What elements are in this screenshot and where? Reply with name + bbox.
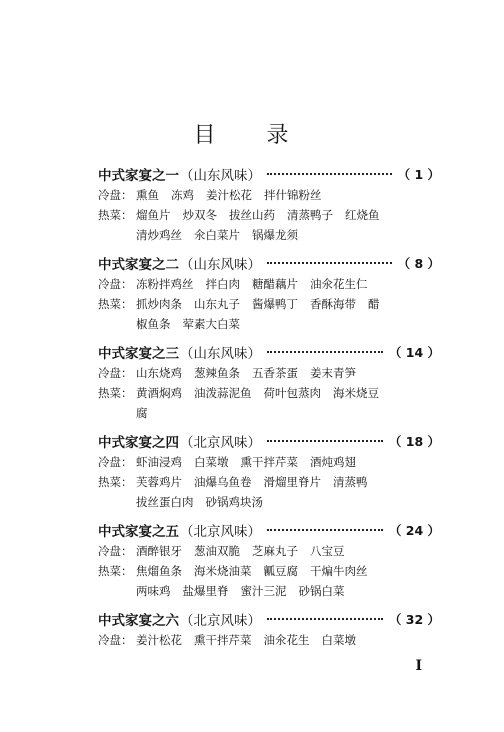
- dish-name: 熏干拌芹菜: [194, 633, 252, 647]
- dish-name: 冻粉拌鸡丝: [136, 277, 194, 291]
- page-ref: （ 14 ）: [388, 345, 440, 360]
- dish-name: 干煸牛肉丝: [310, 564, 368, 578]
- hot-dishes-continued: [98, 314, 440, 334]
- dish-name: 海米烧豆: [333, 386, 379, 400]
- dish-name: 山东丸子: [194, 297, 240, 311]
- hot-dishes-continued: [98, 225, 440, 245]
- dish-name: 拌什锦粉丝: [264, 188, 322, 202]
- dish-name: 蜜汁三泥: [240, 584, 287, 598]
- dish-name: 红烧鱼: [345, 208, 380, 222]
- cold-dishes-line: [98, 274, 440, 294]
- dish-name: 熘鱼片: [136, 208, 171, 222]
- dish-name: 五香茶蛋: [252, 366, 298, 380]
- dish-name: 酱爆鸭丁: [252, 297, 298, 311]
- page-ref: （ 24 ）: [388, 523, 440, 538]
- dish-name: 拔丝蛋白肉: [136, 495, 194, 509]
- cold-dishes-line: [98, 452, 440, 472]
- page-title: 目 录: [193, 123, 311, 148]
- toc-list: [98, 163, 440, 657]
- hot-dishes-line: [98, 294, 440, 314]
- cold-dishes-line: [98, 541, 440, 561]
- menu-region: （北京风味）: [180, 524, 261, 540]
- dish-name: 拔丝山药: [229, 208, 275, 222]
- dish-name: 氽白菜片: [194, 228, 240, 242]
- dish-name: 荤素大白菜: [182, 317, 240, 331]
- toc-entry: [98, 430, 440, 512]
- menu-region: （山东风味）: [180, 168, 261, 184]
- hot-dishes-continued: [98, 581, 440, 601]
- dish-name: 熏鱼: [136, 188, 159, 202]
- dish-name: 葱油双脆: [194, 544, 240, 558]
- dish-name: 酒醉银牙: [136, 544, 182, 558]
- toc-entry: [98, 252, 440, 334]
- course-label: 冷盘：: [98, 455, 133, 469]
- menu-name: 中式家宴之五: [98, 524, 179, 540]
- dish-name: 山东烧鸡: [136, 366, 182, 380]
- dish-name: 黄酒焖鸡: [136, 386, 182, 400]
- course-label: 热菜：: [98, 475, 133, 489]
- toc-entry: [98, 163, 440, 245]
- toc-entry: [98, 341, 440, 423]
- page-ref: （ 8 ）: [397, 256, 440, 271]
- menu-name: 中式家宴之四: [98, 435, 179, 451]
- course-label: 冷盘：: [98, 633, 133, 647]
- dot-leader: [267, 618, 383, 620]
- hot-dishes-line: [98, 205, 440, 225]
- dish-name: 姜末青笋: [310, 366, 356, 380]
- dish-name: 虾油浸鸡: [136, 455, 182, 469]
- hot-dishes-continued: [98, 492, 440, 512]
- dish-name: 清蒸鸭子: [287, 208, 333, 222]
- dish-name: 荷叶包蒸肉: [263, 386, 321, 400]
- dot-leader: [267, 529, 383, 531]
- page-ref: （ 32 ）: [388, 612, 440, 627]
- page-number: I: [415, 658, 422, 674]
- dish-name: 焦熘鱼条: [136, 564, 182, 578]
- toc-entry-heading: [98, 163, 440, 185]
- menu-name: 中式家宴之一: [98, 168, 179, 184]
- dish-name: 清炒鸡丝: [136, 228, 182, 242]
- dish-name: 炒双冬: [182, 208, 217, 222]
- dot-leader: [267, 351, 383, 353]
- dish-name: 腐: [136, 406, 148, 420]
- course-label: 冷盘：: [98, 544, 133, 558]
- course-label: 冷盘：: [98, 366, 133, 380]
- dish-name: 熏干拌芹菜: [240, 455, 298, 469]
- dish-name: 瓤豆腐: [263, 564, 298, 578]
- course-label: 冷盘：: [98, 188, 133, 202]
- dish-name: 葱辣鱼条: [194, 366, 240, 380]
- dish-name: 白菜墩: [194, 455, 229, 469]
- menu-region: （北京风味）: [180, 613, 261, 629]
- dish-name: 椒鱼条: [136, 317, 171, 331]
- course-label: 热菜：: [98, 386, 133, 400]
- hot-dishes-line: [98, 383, 440, 403]
- toc-entry-heading: [98, 341, 440, 363]
- menu-region: （北京风味）: [180, 435, 261, 451]
- toc-entry: [98, 608, 440, 650]
- hot-dishes-continued: [98, 403, 440, 423]
- toc-entry-heading: [98, 430, 440, 452]
- course-label: 热菜：: [98, 208, 133, 222]
- dish-name: 白菜墩: [321, 633, 356, 647]
- dish-name: 冻鸡: [171, 188, 194, 202]
- dish-name: 香酥海带: [310, 297, 356, 311]
- dish-name: 拌白肉: [205, 277, 240, 291]
- dish-name: 姜汁松花: [206, 188, 252, 202]
- menu-region: （山东风味）: [180, 257, 261, 273]
- page-ref: （ 18 ）: [388, 434, 440, 449]
- dish-name: 醋: [368, 297, 380, 311]
- cold-dishes-line: [98, 363, 440, 383]
- dish-name: 芙蓉鸡片: [136, 475, 182, 489]
- dish-name: 八宝豆: [310, 544, 345, 558]
- dish-name: 滑熘里脊片: [263, 475, 321, 489]
- cold-dishes-line: [98, 185, 440, 205]
- dish-name: 砂锅白菜: [298, 584, 345, 598]
- toc-entry: [98, 519, 440, 601]
- dish-name: 油氽花生: [263, 633, 310, 647]
- hot-dishes-line: [98, 561, 440, 581]
- menu-name: 中式家宴之六: [98, 613, 179, 629]
- menu-region: （山东风味）: [180, 346, 261, 362]
- dish-name: 砂锅鸡块汤: [205, 495, 263, 509]
- dish-name: 油氽花生仁: [310, 277, 368, 291]
- menu-name: 中式家宴之二: [98, 257, 179, 273]
- toc-entry-heading: [98, 519, 440, 541]
- course-label: 热菜：: [98, 564, 133, 578]
- page-ref: （ 1 ）: [397, 167, 440, 182]
- dish-name: 锅爆龙须: [252, 228, 298, 242]
- dish-name: 油泼蒜泥鱼: [194, 386, 252, 400]
- dish-name: 姜汁松花: [136, 633, 182, 647]
- menu-name: 中式家宴之三: [98, 346, 179, 362]
- cold-dishes-line: [98, 630, 440, 650]
- dot-leader: [267, 440, 383, 442]
- dish-name: 盐爆里脊: [182, 584, 229, 598]
- dish-name: 糖醋藕片: [252, 277, 298, 291]
- dish-name: 酒炖鸡翅: [310, 455, 356, 469]
- course-label: 冷盘：: [98, 277, 133, 291]
- dot-leader: [267, 173, 392, 175]
- course-label: 热菜：: [98, 297, 133, 311]
- dish-name: 两味鸡: [136, 584, 171, 598]
- toc-entry-heading: [98, 608, 440, 630]
- hot-dishes-line: [98, 472, 440, 492]
- dish-name: 海米烧油菜: [194, 564, 252, 578]
- dot-leader: [267, 262, 392, 264]
- dish-name: 清蒸鸭: [333, 475, 368, 489]
- dish-name: 油爆乌鱼卷: [194, 475, 252, 489]
- dish-name: 抓炒肉条: [136, 297, 182, 311]
- toc-entry-heading: [98, 252, 440, 274]
- dish-name: 芝麻丸子: [252, 544, 298, 558]
